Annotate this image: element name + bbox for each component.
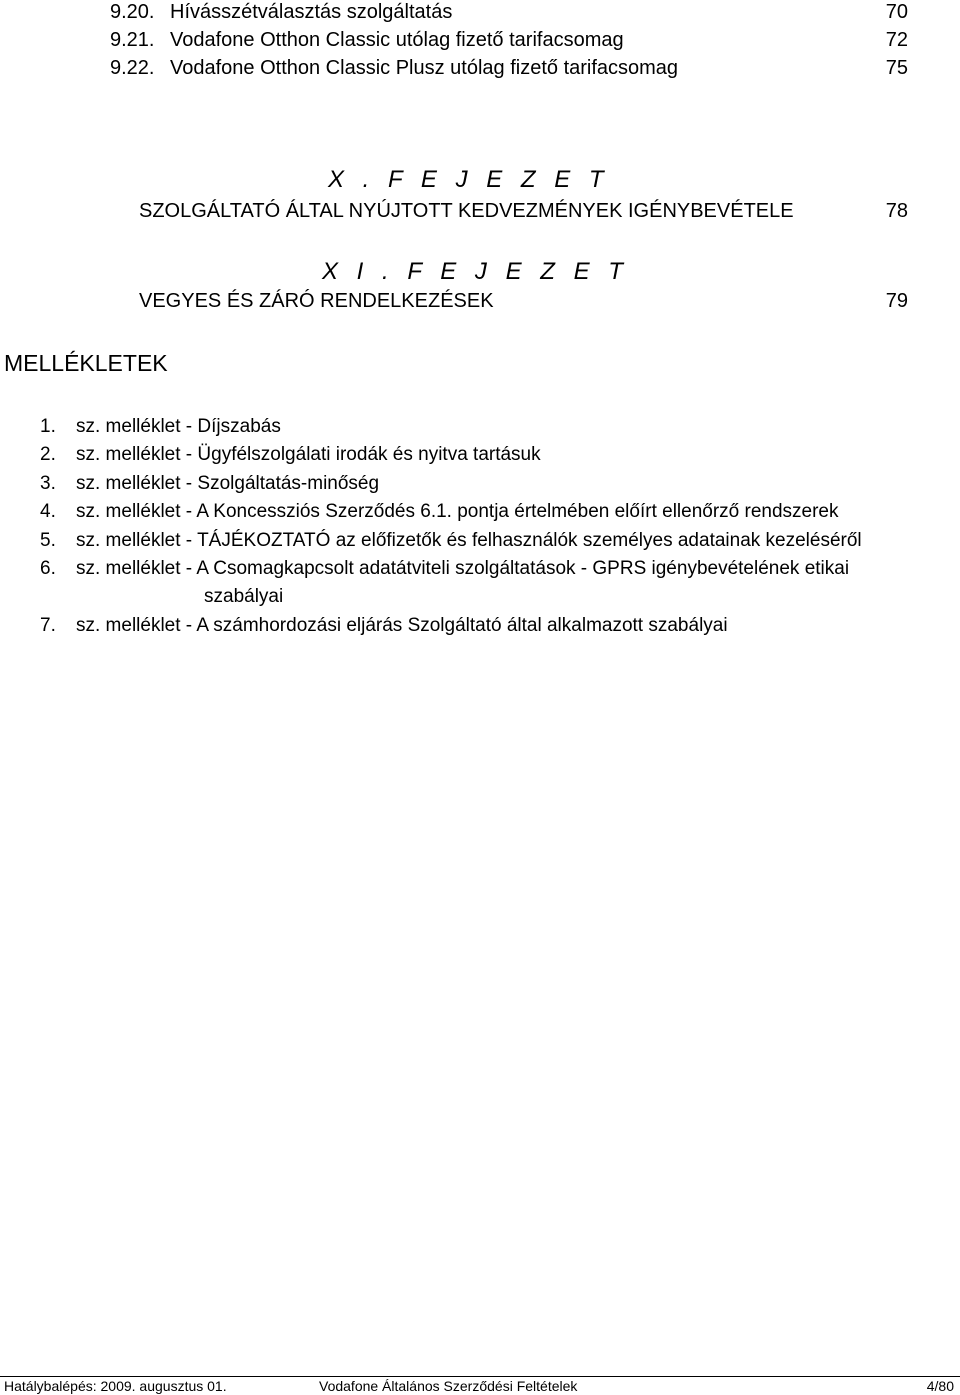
annex-number: 7. — [40, 615, 56, 636]
annex-text-continuation: szabályai — [204, 586, 284, 607]
toc-title: Vodafone Otthon Classic Plusz utólag fizető tarifacsomag — [170, 57, 679, 79]
toc-number: 9.21. — [110, 29, 155, 51]
chapter-title: VEGYES ÉS ZÁRÓ RENDELKEZÉSEK — [139, 290, 494, 312]
toc-number: 9.20. — [110, 1, 155, 23]
annex-number: 2. — [40, 444, 56, 465]
footer-effective-date: Hatálybalépés: 2009. augusztus 01. — [4, 1378, 227, 1394]
annex-text: sz. melléklet - A számhordozási eljárás Szolgáltató által alkalmazott szabályai — [76, 615, 728, 636]
annex-text: sz. melléklet - Szolgáltatás-minőség — [76, 473, 380, 494]
annex-text: sz. melléklet - Díjszabás — [76, 416, 281, 437]
toc-page: 72 — [885, 29, 908, 51]
annex-text: sz. melléklet - Ügyfélszolgálati irodák és nyitva tartásuk — [76, 444, 541, 465]
annex-text: sz. melléklet - TÁJÉKOZTATÓ az előfizetők és felhasználók személyes adatainak kezeléséről — [76, 530, 862, 551]
chapter-heading: X . F E J E Z E T — [328, 166, 610, 193]
footer-document-title: Vodafone Általános Szerződési Feltételek — [319, 1378, 578, 1394]
chapter-page: 78 — [885, 200, 908, 222]
toc-number: 9.22. — [110, 57, 155, 79]
toc-page: 75 — [885, 57, 908, 79]
annex-number: 6. — [40, 558, 56, 579]
annex-number: 1. — [40, 416, 56, 437]
chapter-heading: X I . F E J E Z E T — [322, 258, 629, 285]
footer-rule — [0, 1376, 960, 1377]
annex-number: 3. — [40, 473, 56, 494]
toc-title: Hívásszétválasztás szolgáltatás — [170, 1, 453, 23]
annex-text: sz. melléklet - A Csomagkapcsolt adatátviteli szolgáltatások - GPRS igénybevételének etikai — [76, 558, 850, 579]
chapter-title: SZOLGÁLTATÓ ÁLTAL NYÚJTOTT KEDVEZMÉNYEK IGÉNYBEVÉTELE — [139, 200, 794, 222]
chapter-page: 79 — [885, 290, 908, 312]
footer-page-number: 4/80 — [926, 1378, 954, 1394]
annex-number: 5. — [40, 530, 56, 551]
toc-page: 70 — [885, 1, 908, 23]
toc-title: Vodafone Otthon Classic utólag fizető tarifacsomag — [170, 29, 624, 51]
annex-heading: MELLÉKLETEK — [4, 350, 168, 376]
annex-text: sz. melléklet - A Koncessziós Szerződés 6.1. pontja értelmében előírt ellenőrző rendszerek — [76, 501, 839, 522]
annex-number: 4. — [40, 501, 56, 522]
